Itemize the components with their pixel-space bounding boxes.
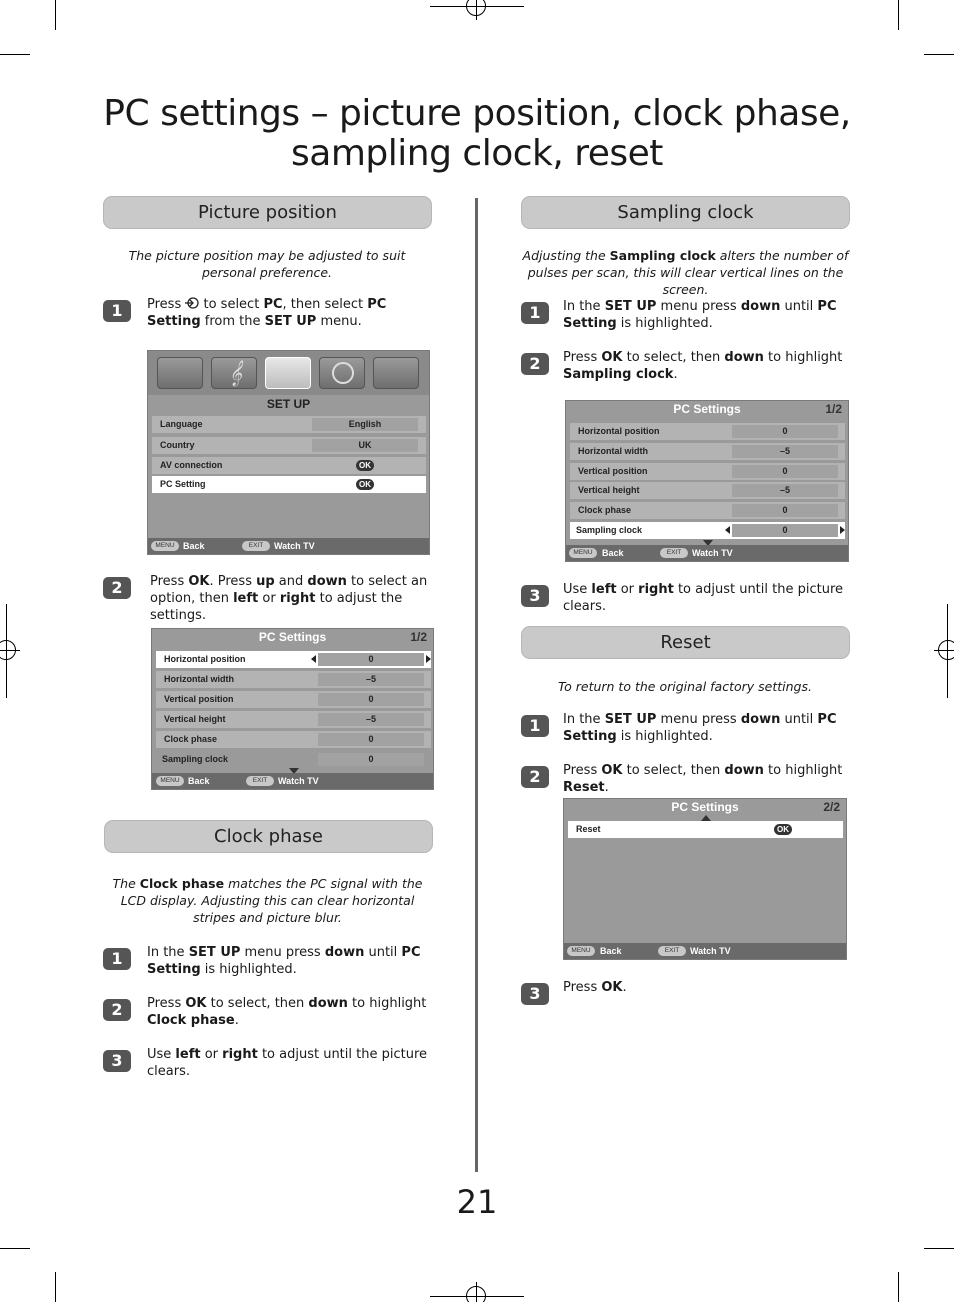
menu-row-sampling-clock[interactable] bbox=[570, 522, 845, 539]
menu-row-pc-setting[interactable] bbox=[152, 476, 426, 493]
exit-button-icon[interactable]: EXIT bbox=[246, 776, 274, 786]
section-heading-reset: Reset bbox=[521, 626, 850, 659]
page-number: 21 bbox=[456, 1183, 498, 1221]
ok-button-icon: OK bbox=[356, 460, 374, 471]
crop-mark bbox=[55, 1272, 56, 1302]
exit-button-icon[interactable]: EXIT bbox=[658, 946, 686, 956]
setup-menu-screen bbox=[147, 350, 430, 555]
menu-title: SET UP bbox=[266, 397, 311, 411]
menu-row-country[interactable] bbox=[152, 437, 426, 454]
row-label: Horizontal width bbox=[578, 446, 648, 456]
watch-tv-label: Watch TV bbox=[692, 548, 733, 558]
menu-button-icon[interactable]: MENU bbox=[567, 946, 595, 956]
menu-button-icon[interactable]: MENU bbox=[151, 541, 179, 551]
row-label: Horizontal width bbox=[164, 674, 234, 684]
crop-mark bbox=[0, 54, 30, 55]
menu-page-indicator: 2/2 bbox=[823, 800, 840, 814]
menu-row-sampling-clock[interactable] bbox=[156, 751, 431, 768]
row-value: 0 bbox=[732, 524, 838, 537]
crop-mark bbox=[55, 0, 56, 30]
back-label: Back bbox=[183, 541, 205, 551]
registration-mark bbox=[938, 640, 954, 660]
row-label: Language bbox=[160, 419, 203, 429]
row-value: UK bbox=[312, 439, 418, 452]
music-note-icon[interactable]: 𝄞 bbox=[211, 357, 257, 389]
clock-phase-step1-text: In the SET UP menu press down until PC Setting is highlighted. bbox=[147, 945, 421, 977]
back-label: Back bbox=[188, 776, 210, 786]
row-label: Vertical position bbox=[164, 694, 234, 704]
step-number-badge: 2 bbox=[521, 353, 549, 375]
reset-intro: To return to the original factory settings. bbox=[558, 679, 812, 694]
step-number-badge: 2 bbox=[103, 577, 131, 599]
row-label: Country bbox=[160, 440, 195, 450]
menu-row-reset[interactable] bbox=[568, 821, 843, 838]
section-heading-picture-position: Picture position bbox=[103, 196, 432, 229]
row-value: 0 bbox=[732, 425, 838, 438]
row-label: Sampling clock bbox=[576, 525, 643, 535]
menu-row-horizontal-width[interactable] bbox=[156, 671, 431, 688]
picture-position-intro: The picture position may be adjusted to suit personal preference. bbox=[128, 248, 406, 280]
crop-mark bbox=[924, 1248, 954, 1249]
input-source-icon bbox=[185, 297, 199, 309]
step-number-badge: 1 bbox=[103, 948, 131, 970]
menu-footer bbox=[148, 538, 429, 554]
row-value: 0 bbox=[318, 733, 424, 746]
row-label: AV connection bbox=[160, 460, 223, 470]
step-number-badge: 2 bbox=[103, 999, 131, 1021]
menu-row-horizontal-position[interactable] bbox=[156, 651, 431, 668]
menu-footer bbox=[564, 943, 846, 959]
menu-row-clock-phase[interactable] bbox=[570, 502, 845, 519]
arrow-left-icon[interactable] bbox=[725, 526, 730, 534]
crop-mark bbox=[898, 0, 899, 30]
sampling-clock-step2-text: Press OK to select, then down to highlight Sampling clock. bbox=[563, 350, 843, 382]
row-value bbox=[312, 478, 418, 491]
menu-row-vertical-height[interactable] bbox=[570, 482, 845, 499]
menu-button-icon[interactable]: MENU bbox=[156, 776, 184, 786]
section-heading-clock-phase: Clock phase bbox=[104, 820, 433, 853]
step-number-badge: 3 bbox=[103, 1050, 131, 1072]
row-label: Reset bbox=[576, 824, 601, 834]
step-number-badge: 2 bbox=[521, 766, 549, 788]
picture-position-step1-text: Press to select PC, then select PC Setting from the SET UP menu. bbox=[147, 297, 387, 329]
menu-row-vertical-height[interactable] bbox=[156, 711, 431, 728]
row-label: Horizontal position bbox=[578, 426, 660, 436]
row-label: Sampling clock bbox=[162, 754, 229, 764]
reset-step3-text: Press OK. bbox=[563, 980, 627, 995]
row-value: 0 bbox=[318, 753, 424, 766]
sampling-clock-intro: Adjusting the Sampling clock alters the number of pulses per scan, this will clear vertical lines on the screen. bbox=[522, 248, 849, 297]
arrow-right-icon[interactable] bbox=[840, 526, 845, 534]
row-label: Vertical height bbox=[578, 485, 640, 495]
sampling-clock-step1-text: In the SET UP menu press down until PC Setting is highlighted. bbox=[563, 299, 837, 331]
setup-icon[interactable] bbox=[265, 357, 311, 389]
watch-tv-label: Watch TV bbox=[690, 946, 731, 956]
page-title-line: PC settings – picture position, clock phase, bbox=[103, 93, 851, 134]
row-label: Vertical position bbox=[578, 466, 648, 476]
menu-row-vertical-position[interactable] bbox=[570, 463, 845, 480]
watch-tv-label: Watch TV bbox=[274, 541, 315, 551]
picture-position-step2-text: Press OK. Press up and down to select an option, then left or right to adjust the settings. bbox=[150, 574, 428, 623]
row-label: PC Setting bbox=[160, 479, 206, 489]
menu-footer bbox=[152, 773, 433, 789]
arrow-right-icon[interactable] bbox=[426, 655, 431, 663]
back-label: Back bbox=[602, 548, 624, 558]
menu-row-horizontal-position[interactable] bbox=[570, 423, 845, 440]
menu-title: PC Settings bbox=[671, 800, 739, 814]
menu-page-indicator: 1/2 bbox=[825, 402, 842, 416]
row-label: Clock phase bbox=[578, 505, 632, 515]
registration-mark bbox=[0, 640, 16, 660]
row-value: –5 bbox=[732, 445, 838, 458]
clock-phase-intro: The Clock phase matches the PC signal with the LCD display. Adjusting this can clear horizontal stripes and picture blur. bbox=[112, 876, 423, 925]
exit-button-icon[interactable]: EXIT bbox=[242, 541, 270, 551]
back-label: Back bbox=[600, 946, 622, 956]
row-label: Horizontal position bbox=[164, 654, 246, 664]
section-heading-sampling-clock: Sampling clock bbox=[521, 196, 850, 229]
clock-phase-step2-text: Press OK to select, then down to highlight Clock phase. bbox=[147, 996, 427, 1028]
tv-icon[interactable] bbox=[157, 357, 203, 389]
menu-row-clock-phase[interactable] bbox=[156, 731, 431, 748]
clock-phase-step3-text: Use left or right to adjust until the picture clears. bbox=[147, 1047, 428, 1079]
exit-button-icon[interactable]: EXIT bbox=[660, 548, 688, 558]
menu-row-language[interactable] bbox=[152, 416, 426, 433]
clock-icon[interactable] bbox=[319, 357, 365, 389]
pc-settings-reset-menu-screen bbox=[563, 798, 847, 960]
row-label: Vertical height bbox=[164, 714, 226, 724]
menu-row-vertical-position[interactable] bbox=[156, 691, 431, 708]
arrow-left-icon[interactable] bbox=[311, 655, 316, 663]
reset-step1-text: In the SET UP menu press down until PC Setting is highlighted. bbox=[563, 712, 837, 744]
row-value: 0 bbox=[318, 693, 424, 706]
column-divider bbox=[475, 198, 478, 1172]
row-value bbox=[312, 459, 418, 472]
step-number-badge: 3 bbox=[521, 983, 549, 1005]
page-title-line: sampling clock, reset bbox=[291, 133, 663, 174]
crop-mark bbox=[924, 54, 954, 55]
menu-row-horizontal-width[interactable] bbox=[570, 443, 845, 460]
step-number-badge: 3 bbox=[521, 585, 549, 607]
menu-page-indicator: 1/2 bbox=[410, 630, 427, 644]
row-value: 0 bbox=[318, 653, 424, 666]
watch-tv-label: Watch TV bbox=[278, 776, 319, 786]
sampling-clock-step3-text: Use left or right to adjust until the picture clears. bbox=[563, 582, 844, 614]
crop-mark bbox=[898, 1272, 899, 1302]
reset-step2-text: Press OK to select, then down to highlight Reset. bbox=[563, 763, 843, 795]
menu-row-av-connection[interactable] bbox=[152, 457, 426, 474]
row-label: Clock phase bbox=[164, 734, 218, 744]
row-value: –5 bbox=[732, 484, 838, 497]
menu-footer bbox=[566, 545, 848, 561]
row-value bbox=[730, 823, 836, 836]
page-title bbox=[0, 94, 954, 174]
crop-mark bbox=[0, 1248, 30, 1249]
menu-title: PC Settings bbox=[673, 402, 741, 416]
row-value: English bbox=[312, 418, 418, 431]
pc-settings-menu-screen bbox=[565, 400, 849, 562]
step-number-badge: 1 bbox=[521, 302, 549, 324]
menu-button-icon[interactable]: MENU bbox=[569, 548, 597, 558]
pc-settings-menu-screen bbox=[151, 628, 434, 790]
row-value: 0 bbox=[732, 504, 838, 517]
step-number-badge: 1 bbox=[521, 715, 549, 737]
ok-button-icon: OK bbox=[356, 479, 374, 490]
row-value: –5 bbox=[318, 713, 424, 726]
step-number-badge: 1 bbox=[103, 300, 131, 322]
registration-mark bbox=[466, 1286, 486, 1302]
row-value: –5 bbox=[318, 673, 424, 686]
menu-title: PC Settings bbox=[258, 630, 327, 644]
row-value: 0 bbox=[732, 465, 838, 478]
registration-mark bbox=[466, 0, 486, 16]
ok-button-icon: OK bbox=[774, 824, 792, 835]
wrench-icon[interactable] bbox=[373, 357, 419, 389]
